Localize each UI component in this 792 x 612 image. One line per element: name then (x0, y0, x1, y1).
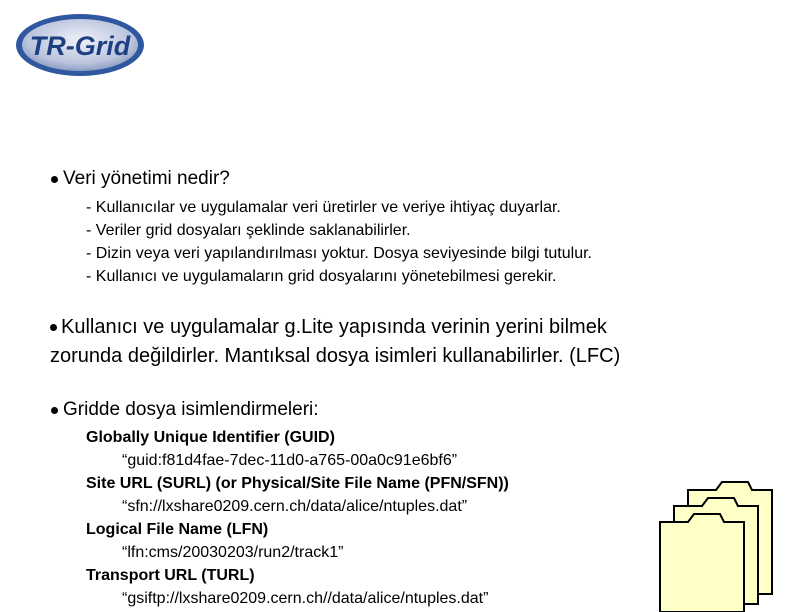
bullet-2 (50, 324, 57, 331)
tr-grid-logo (14, 12, 146, 78)
section3-heading: Gridde dosya isimlendirmeleri: (63, 399, 319, 420)
def-term: Globally Unique Identifier (GUID) (86, 429, 335, 446)
section2-line2: zorunda değildirler. Mantıksal dosya isimleri kullanabilirler. (LFC) (50, 345, 621, 367)
naming-definitions (86, 426, 509, 610)
bullet-3 (51, 407, 58, 414)
section1-item: - Kullanıcı ve uygulamaların grid dosyalarını yönetebilmesi gerekir. (86, 268, 557, 285)
section1-item: - Kullanıcılar ve uygulamalar veri üretirler ve veriye ihtiyaç duyarlar. (86, 199, 561, 216)
def-value: “sfn://lxshare0209.cern.ch/data/alice/ntuples.dat” (122, 498, 468, 515)
bullet-1 (51, 176, 58, 183)
def-value: “lfn:cms/20030203/run2/track1” (122, 544, 344, 561)
def-value: “gsiftp://lxshare0209.cern.ch//data/alice/ntuples.dat” (122, 590, 489, 607)
section1-item: - Veriler grid dosyaları şeklinde saklanabilirler. (86, 222, 411, 239)
section1-heading: Veri yönetimi nedir? (63, 168, 230, 189)
section2-line1: Kullanıcı ve uygulamalar g.Lite yapısında verinin yerini bilmek (61, 316, 607, 338)
def-term: Site URL (SURL) (or Physical/Site File Name (PFN/SFN)) (86, 475, 509, 492)
def-value: “guid:f81d4fae-7dec-11d0-a765-00a0c91e6bf6” (122, 452, 458, 469)
logo-text: TR-Grid (29, 31, 131, 61)
def-term: Transport URL (TURL) (86, 567, 255, 584)
folders-icon (656, 478, 776, 612)
def-term: Logical File Name (LFN) (86, 521, 269, 538)
section2-paragraph (50, 313, 620, 371)
section1-item: - Dizin veya veri yapılandırılması yoktur. Dosya seviyesinde bilgi tutulur. (86, 245, 592, 262)
